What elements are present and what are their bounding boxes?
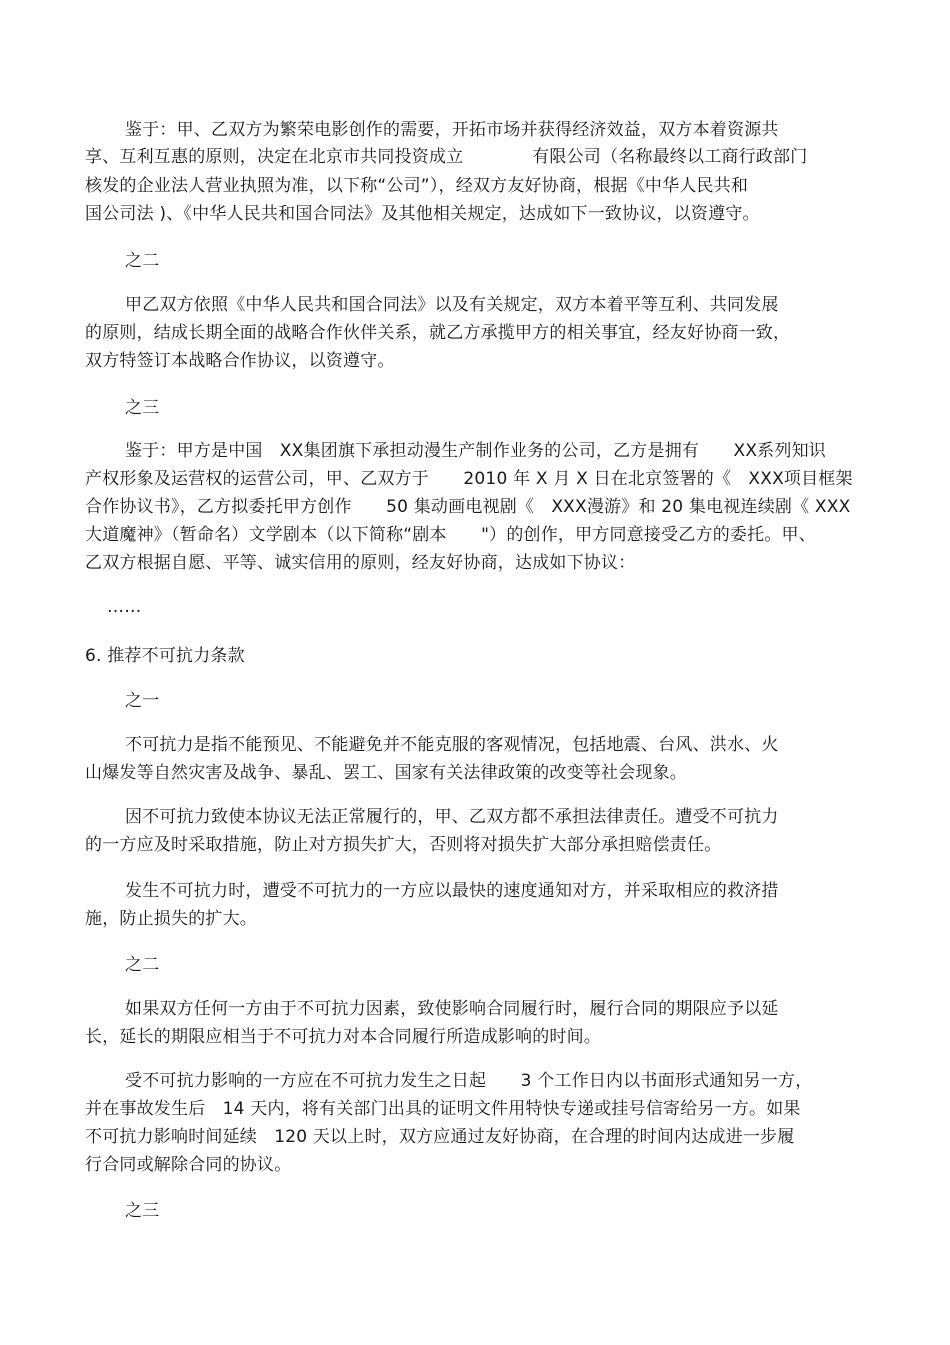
paragraph-line: 国公司法 )、《中华人民共和国合同法》及其他相关规定，达成如下一致协议，以资遵守。 xyxy=(85,204,760,224)
paragraph-line: 大道魔神》（暂命名）文学剧本（以下简称“剧本 "）的创作，甲方同意接受乙方的委托。甲、 xyxy=(85,525,816,545)
paragraph-line: 不可抗力影响时间延续 120 天以上时，双方应通过友好协商，在合理的时间内达成进一步履 xyxy=(85,1127,795,1147)
paragraph-line: 行合同或解除合同的协议。 xyxy=(85,1155,292,1175)
ellipsis: …… xyxy=(107,597,142,617)
paragraph-line: 长，延长的期限应相当于不可抗力对本合同履行所造成影响的时间。 xyxy=(85,1027,601,1047)
paragraph-line: 乙双方根据自愿、平等、诚实信用的原则，经友好协商，达成如下协议： xyxy=(85,553,636,573)
clause-title: 6. 推荐不可抗力条款 xyxy=(85,646,245,666)
paragraph-line: 合作协议书》，乙方拟委托甲方创作 50 集动画电视剧《 XXX漫游》和 20 集电视连续剧《 XXX xyxy=(85,497,851,517)
paragraph-line: 的原则，结成长期全面的战略合作伙伴关系，就乙方承揽甲方的相关事宜，经友好协商一致， xyxy=(85,323,791,343)
paragraph-line: 双方特签订本战略合作协议，以资遵守。 xyxy=(85,351,395,371)
paragraph-line: 甲乙双方依照《中华人民共和国合同法》以及有关规定，双方本着平等互利、共同发展 xyxy=(125,295,779,315)
paragraph-line: 受不可抗力影响的一方应在不可抗力发生之日起 3 个工作日内以书面形式通知另一方， xyxy=(125,1071,813,1091)
section-heading: 之二 xyxy=(125,251,160,271)
paragraph-line: 发生不可抗力时，遭受不可抗力的一方应以最快的速度通知对方，并采取相应的救济措 xyxy=(125,881,779,901)
paragraph-line: 鉴于：甲、乙双方为繁荣电影创作的需要，开拓市场并获得经济效益，双方本着资源共 xyxy=(125,120,779,140)
paragraph-line: 因不可抗力致使本协议无法正常履行的，甲、乙双方都不承担法律责任。遭受不可抗力 xyxy=(125,807,779,827)
paragraph-line: 施，防止损失的扩大。 xyxy=(85,909,257,929)
section-heading: 之一 xyxy=(125,691,160,711)
paragraph-line: 不可抗力是指不能预见、不能避免并不能克服的客观情况，包括地震、台风、洪水、火 xyxy=(125,735,779,755)
paragraph-line: 享、互利互惠的原则，决定在北京市共同投资成立 有限公司（名称最终以工商行政部门 xyxy=(85,147,808,167)
paragraph-line: 核发的企业法人营业执照为准，以下称“公司”），经双方友好协商，根据《中华人民共和 xyxy=(85,176,749,196)
paragraph-line: 鉴于：甲方是中国 XX集团旗下承担动漫生产制作业务的公司，乙方是拥有 XX系列知识 xyxy=(125,441,826,461)
section-heading: 之三 xyxy=(125,1201,160,1221)
paragraph-line: 如果双方任何一方由于不可抗力因素，致使影响合同履行时，履行合同的期限应予以延 xyxy=(125,999,779,1019)
paragraph-line: 产权形象及运营权的运营公司，甲、乙双方于 2010 年 X 月 X 日在北京签署的《 XXX项目框架 xyxy=(85,469,853,489)
paragraph-line: 山爆发等自然灾害及战争、暴乱、罢工、国家有关法律政策的改变等社会现象。 xyxy=(85,763,687,783)
section-heading: 之二 xyxy=(125,955,160,975)
section-heading: 之三 xyxy=(125,398,160,418)
paragraph-line: 的一方应及时采取措施，防止对方损失扩大，否则将对损失扩大部分承担赔偿责任。 xyxy=(85,835,722,855)
paragraph-line: 并在事故发生后 14 天内，将有关部门出具的证明文件用特快专递或挂号信寄给另一方。如果 xyxy=(85,1099,801,1119)
